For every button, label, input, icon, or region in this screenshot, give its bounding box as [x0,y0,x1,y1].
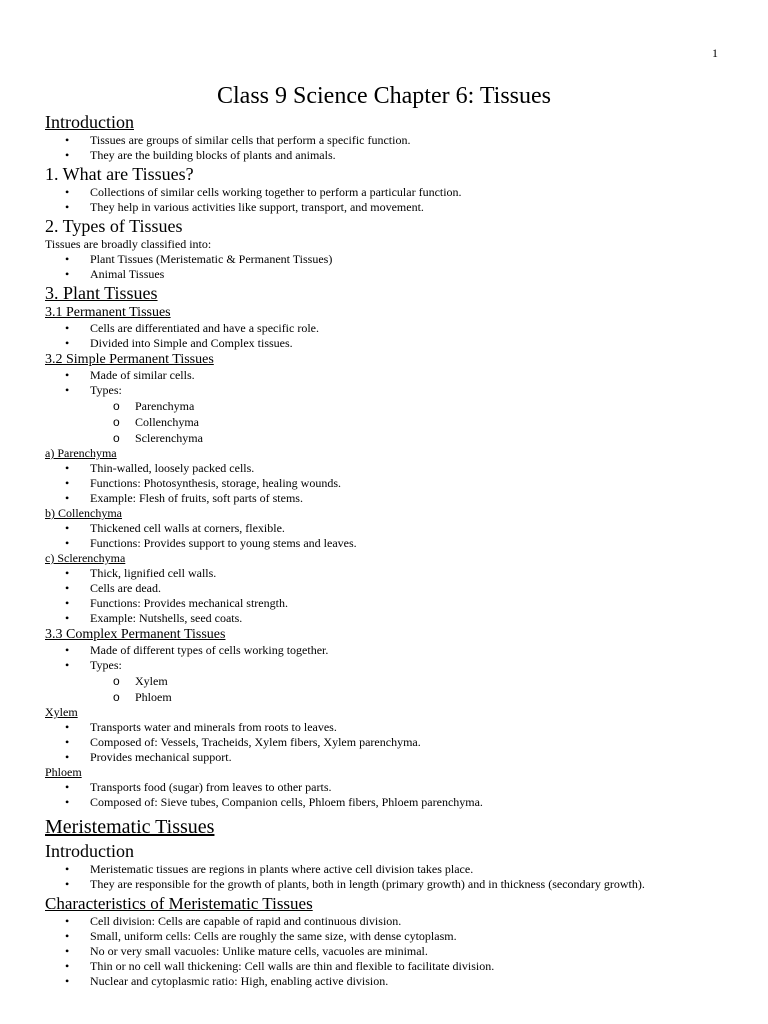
section-heading: Xylem [45,705,78,719]
list-item [45,877,735,892]
sub-list-item [45,398,735,414]
list-item-text: Thickened cell walls at corners, flexible. [90,521,285,535]
sub-list-item [45,689,735,705]
bullet-icon: • [65,336,70,350]
circle-bullet-icon: o [113,399,120,413]
section-heading: Characteristics of Meristematic Tissues [45,894,313,913]
section-heading: Phloem [45,765,82,779]
list-item [45,267,735,282]
bullet-icon: • [65,321,70,335]
list-item [45,944,735,959]
list-item [45,735,735,750]
page-number: 1 [712,46,718,60]
list-item [45,959,735,974]
list-item-text: Thin or no cell wall thickening: Cell walls are thin and flexible to facilitate division. [90,959,495,973]
list-item [45,720,735,735]
list-item [45,536,735,551]
bullet-icon: • [65,795,70,809]
list-item-text: Example: Flesh of fruits, soft parts of stems. [90,491,303,505]
bullet-icon: • [65,862,70,876]
bullet-icon: • [65,521,70,535]
list-item [45,185,735,200]
list-item [45,750,735,765]
section-heading: c) Sclerenchyma [45,551,126,565]
document-title: Class 9 Science Chapter 6: Tissues [217,83,551,109]
paragraph: Tissues are broadly classified into: [45,237,212,251]
document-body [45,111,735,989]
list-item-text: They are responsible for the growth of plants, both in length (primary growth) and in thickness (secondary growth). [90,877,645,891]
circle-bullet-icon: o [113,674,120,688]
bullet-icon: • [65,536,70,550]
bullet-icon: • [65,476,70,490]
bullet-icon: • [65,959,70,973]
list-item-text: Functions: Photosynthesis, storage, healing wounds. [90,476,341,490]
bullet-icon: • [65,877,70,891]
bullet-icon: • [65,267,70,281]
list-item-text: Types: [90,383,122,397]
list-item-text: Example: Nutshells, seed coats. [90,611,243,625]
list-item [45,611,735,626]
section-heading: 3.1 Permanent Tissues [45,305,171,320]
bullet-icon: • [65,750,70,764]
circle-bullet-icon: o [113,431,120,445]
list-item [45,133,735,148]
list-item [45,780,735,795]
bullet-icon: • [65,720,70,734]
list-item-text: Composed of: Sieve tubes, Companion cells, Phloem fibers, Phloem parenchyma. [90,795,483,809]
bullet-list [45,566,735,626]
list-item-text: Made of similar cells. [90,368,195,382]
bullet-list [45,252,735,282]
bullet-icon: • [65,914,70,928]
bullet-list [45,321,735,351]
list-item [45,658,735,673]
list-item-text: Nuclear and cytoplasmic ratio: High, enabling active division. [90,974,389,988]
list-item [45,336,735,351]
bullet-list [45,780,735,810]
section-heading: a) Parenchyma [45,446,117,460]
list-item [45,521,735,536]
list-item-text: Provides mechanical support. [90,750,232,764]
bullet-icon: • [65,596,70,610]
list-item [45,643,735,658]
bullet-icon: • [65,929,70,943]
list-item [45,476,735,491]
bullet-icon: • [65,566,70,580]
list-item-text: They help in various activities like support, transport, and movement. [90,200,424,214]
bullet-list [45,862,735,892]
bullet-icon: • [65,944,70,958]
bullet-icon: • [65,252,70,266]
sub-list-item-text: Sclerenchyma [135,431,203,445]
list-item-text: Functions: Provides mechanical strength. [90,596,288,610]
list-item [45,795,735,810]
list-item [45,252,735,267]
bullet-icon: • [65,368,70,382]
bullet-icon: • [65,611,70,625]
bullet-icon: • [65,643,70,657]
section-heading: 3.3 Complex Permanent Tissues [45,627,226,642]
list-item-text: No or very small vacuoles: Unlike mature cells, vacuoles are minimal. [90,944,428,958]
list-item-text: Transports water and minerals from roots to leaves. [90,720,337,734]
section-heading: 1. What are Tissues? [45,164,194,184]
bullet-icon: • [65,658,70,672]
section-heading: Meristematic Tissues [45,816,215,838]
bullet-list [45,521,735,551]
bullet-icon: • [65,200,70,214]
bullet-list [45,720,735,765]
bullet-list [45,368,735,446]
list-item [45,321,735,336]
list-item-text: Cell division: Cells are capable of rapid and continuous division. [90,914,402,928]
bullet-list [45,914,735,989]
sub-list-item [45,414,735,430]
list-item [45,929,735,944]
list-item [45,596,735,611]
list-item [45,566,735,581]
bullet-list [45,461,735,506]
bullet-icon: • [65,735,70,749]
bullet-icon: • [65,491,70,505]
section-heading: 3. Plant Tissues [45,283,158,303]
list-item-text: Composed of: Vessels, Tracheids, Xylem fibers, Xylem parenchyma. [90,735,421,749]
list-item [45,148,735,163]
bullet-icon: • [65,185,70,199]
list-item-text: Thick, lignified cell walls. [90,566,217,580]
list-item-text: Functions: Provides support to young stems and leaves. [90,536,357,550]
bullet-icon: • [65,148,70,162]
section-heading: Introduction [45,112,134,132]
bullet-icon: • [65,581,70,595]
sub-list-item-text: Collenchyma [135,415,199,429]
sub-list-item [45,673,735,689]
bullet-icon: • [65,974,70,988]
list-item-text: Types: [90,658,122,672]
list-item [45,974,735,989]
list-item [45,914,735,929]
list-item-text: Small, uniform cells: Cells are roughly the same size, with dense cytoplasm. [90,929,457,943]
list-item-text: Cells are differentiated and have a specific role. [90,321,320,335]
sub-list-item-text: Xylem [135,674,168,688]
list-item-text: Made of different types of cells working together. [90,643,329,657]
list-item-text: Meristematic tissues are regions in plants where active cell division takes place. [90,862,474,876]
list-item [45,862,735,877]
list-item-text: Transports food (sugar) from leaves to other parts. [90,780,332,794]
bullet-icon: • [65,133,70,147]
list-item-text: They are the building blocks of plants and animals. [90,148,336,162]
list-item-text: Tissues are groups of similar cells that perform a specific function. [90,133,411,147]
list-item [45,368,735,383]
list-item [45,581,735,596]
section-heading: Introduction [45,841,134,861]
bullet-icon: • [65,461,70,475]
list-item [45,461,735,476]
section-heading: 3.2 Simple Permanent Tissues [45,352,214,367]
list-item-text: Divided into Simple and Complex tissues. [90,336,293,350]
list-item [45,491,735,506]
bullet-list [45,133,735,163]
circle-bullet-icon: o [113,415,120,429]
sub-list-item-text: Phloem [135,690,172,704]
bullet-icon: • [65,780,70,794]
list-item-text: Animal Tissues [90,267,165,281]
list-item-text: Collections of similar cells working together to perform a particular function. [90,185,462,199]
sub-list-item [45,430,735,446]
section-heading: b) Collenchyma [45,506,122,520]
section-heading: 2. Types of Tissues [45,216,183,236]
list-item-text: Thin-walled, loosely packed cells. [90,461,255,475]
list-item [45,383,735,398]
list-item-text: Plant Tissues (Meristematic & Permanent Tissues) [90,252,333,266]
bullet-list [45,185,735,215]
list-item-text: Cells are dead. [90,581,161,595]
list-item [45,200,735,215]
circle-bullet-icon: o [113,690,120,704]
sub-list-item-text: Parenchyma [135,399,195,413]
bullet-icon: • [65,383,70,397]
bullet-list [45,643,735,705]
